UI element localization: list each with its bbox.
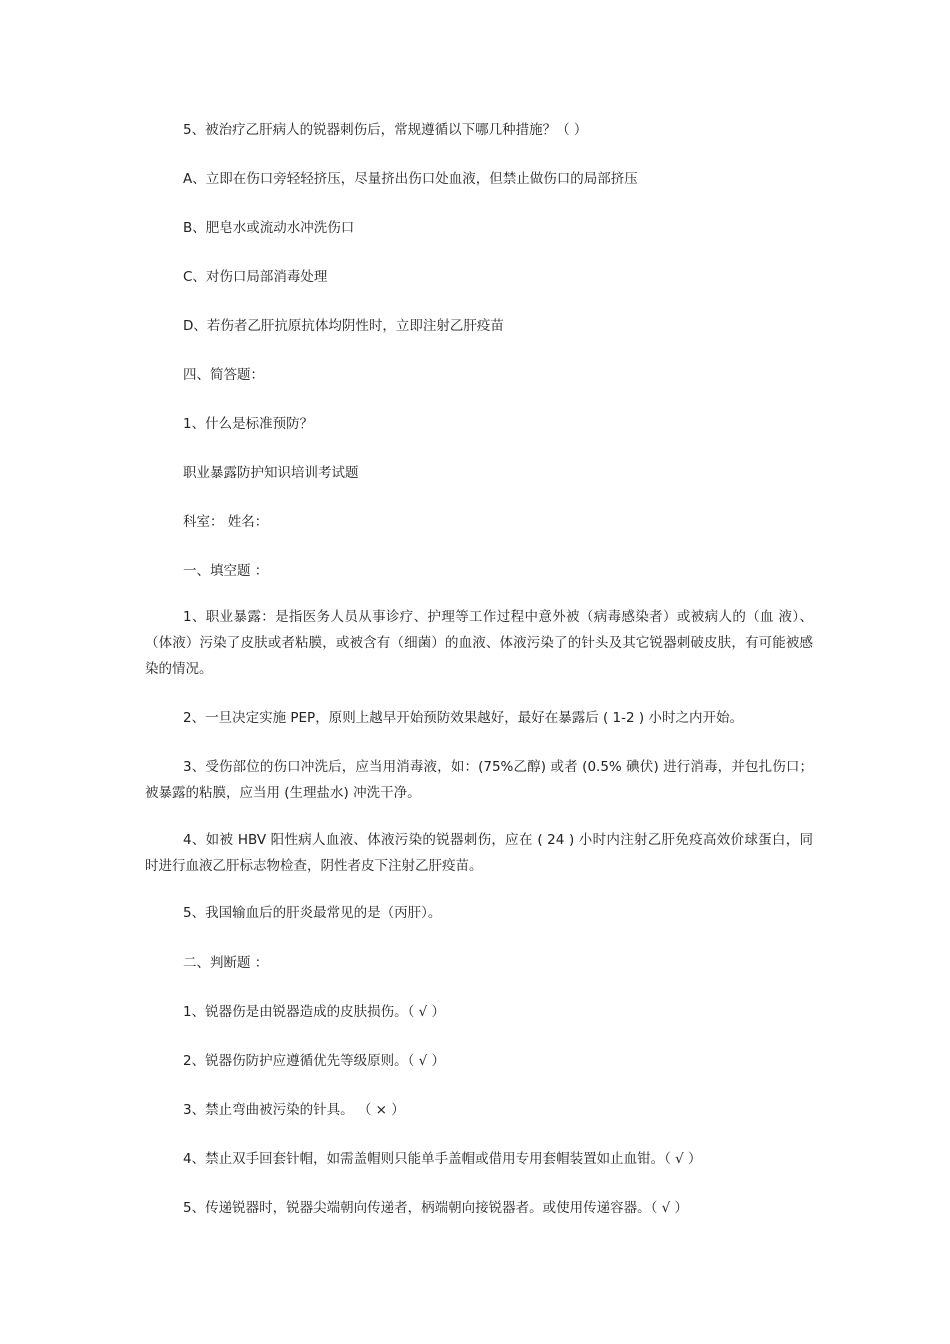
judge-item-5: 5、传递锐器时，锐器尖端朝向传递者，柄端朝向接锐器者。或使用传递容器。（ √ ）	[183, 1200, 689, 1216]
option-a-text: A、立即在伤口旁轻轻挤压，尽量挤出伤口处血液，但禁止做伤口的局部挤压	[183, 171, 638, 187]
option-b-text: B、肥皂水或流动水冲洗伤口	[183, 220, 355, 236]
option-d-text: D、若伤者乙肝抗原抗体均阴性时，立即注射乙肝疫苗	[183, 318, 504, 334]
fill-item-1: 1、职业暴露：是指医务人员从事诊疗、护理等工作过程中意外被（病毒感染者）或被病人的（血 液）、（体液）污染了皮肤或者粘膜，或被含有（细菌）的血液、体液污染了的针头及其它锐器刺破皮肤，有可能被感染的情况。	[145, 609, 813, 677]
section-judge-heading: 二、判断题 ：	[183, 955, 269, 971]
judge-item-1: 1、锐器伤是由锐器造成的皮肤损伤。（ √ ）	[183, 1004, 446, 1020]
judge-item-2: 2、锐器伤防护应遵循优先等级原则。（ √ ）	[183, 1053, 446, 1069]
fill-item-2: 2、一旦决定实施 PEP，原则上越早开始预防效果越好，最好在暴露后 ( 1-2 ) 小时之内开始。	[183, 710, 743, 726]
short-answer-question-1: 1、什么是标准预防？	[183, 416, 314, 432]
judge-item-4: 4、禁止双手回套针帽，如需盖帽则只能单手盖帽或借用专用套帽装置如止血钳。（ √ ）	[183, 1151, 702, 1167]
judge-item-3: 3、禁止弯曲被污染的针具。 （ × ）	[183, 1102, 405, 1118]
question-5-text: 5、被治疗乙肝病人的锐器刺伤后，常规遵循以下哪几种措施？（ ）	[183, 122, 588, 138]
option-c-text: C、对伤口局部消毒处理	[183, 269, 328, 285]
section-short-answer-heading: 四、简答题：	[183, 367, 264, 383]
section-fill-blank-heading: 一、填空题 ：	[183, 563, 269, 579]
exam-title: 职业暴露防护知识培训考试题	[183, 465, 359, 481]
fill-item-5: 5、我国输血后的肝炎最常见的是（丙肝）。	[183, 905, 442, 921]
fill-item-4: 4、如被 HBV 阳性病人血液、体液污染的锐器刺伤，应在 ( 24 ) 小时内注射乙肝免疫高效价球蛋白，同时进行血液乙肝标志物检查，阴性者皮下注射乙肝疫苗。	[145, 832, 813, 874]
fill-item-3: 3、受伤部位的伤口冲洗后，应当用消毒液，如：(75%乙醇) 或者 (0.5% 碘伏) 进行消毒，并包扎伤口；被暴露的粘膜，应当用 (生理盐水) 冲洗干净。	[145, 759, 813, 801]
department-name-line: 科室： 姓名：	[183, 514, 269, 530]
